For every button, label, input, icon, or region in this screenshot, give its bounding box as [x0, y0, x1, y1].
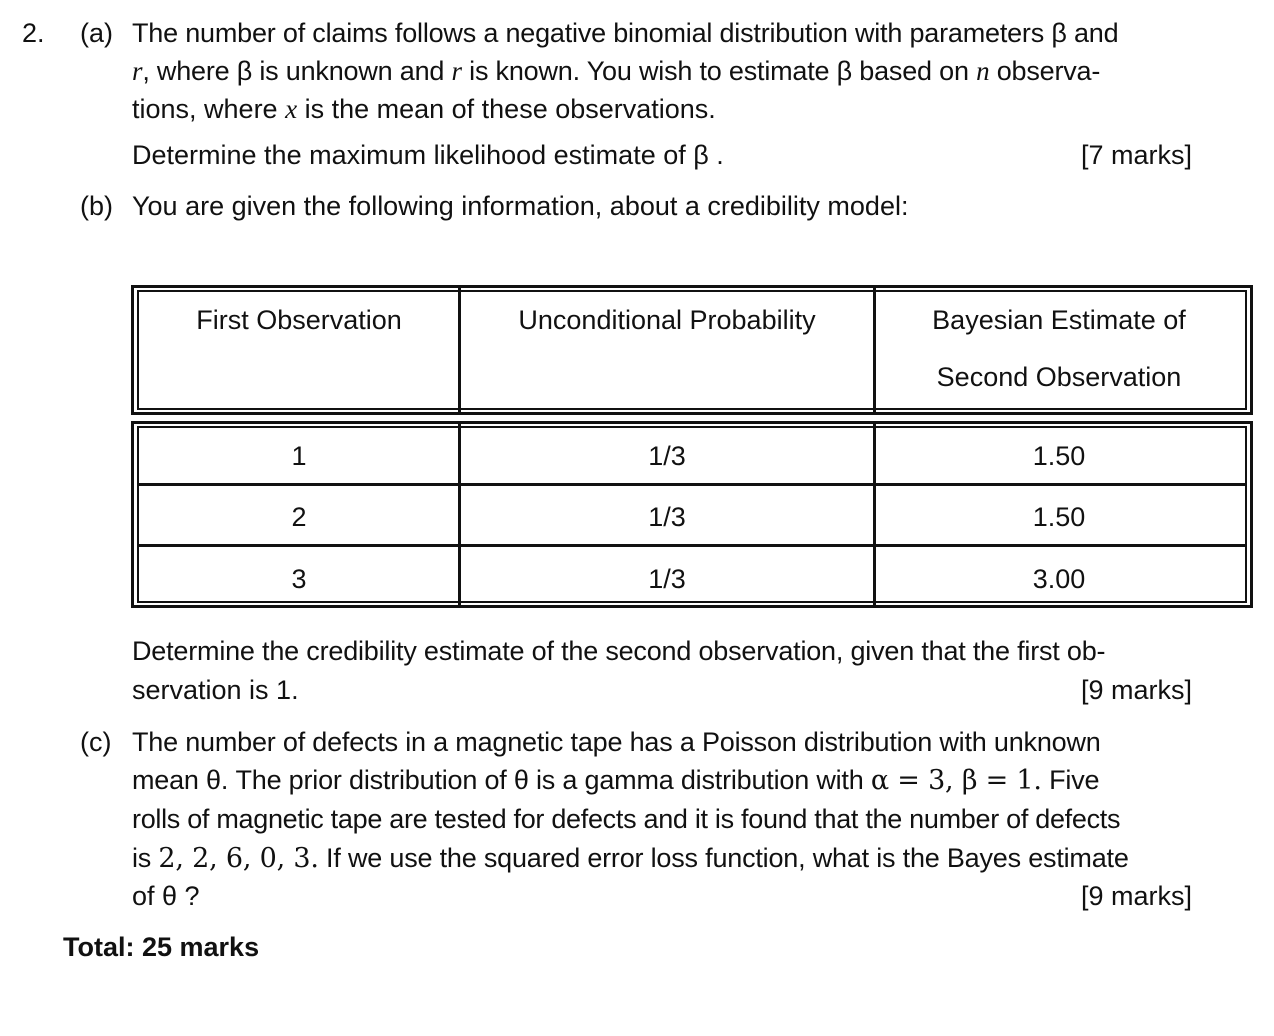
- row-divider: [137, 483, 1247, 486]
- table-cell: 1/3: [648, 564, 686, 594]
- var-n: n: [976, 56, 990, 86]
- table-cell: 3: [291, 564, 307, 594]
- table-cell: 2: [291, 502, 307, 532]
- part-b-marks: [9 marks]: [1080, 675, 1192, 705]
- part-b-intro: You are given the following information, about a credibility model:: [132, 191, 909, 221]
- header-second-observation: Second Observation: [936, 362, 1182, 392]
- part-b-question-line2: servation is 1.: [132, 675, 299, 705]
- part-a-line3: tions, where x is the mean of these observations.: [132, 94, 716, 124]
- part-b-question-line1: Determine the credibility estimate of the second observation, given that the first ob-: [132, 636, 1106, 666]
- header-first-observation: First Observation: [196, 305, 402, 335]
- part-c-line3: rolls of magnetic tape are tested for defects and it is found that the number of defects: [132, 804, 1121, 834]
- part-c-line1: The number of defects in a magnetic tape has a Poisson distribution with unknown: [132, 727, 1101, 757]
- part-a-marks: [7 marks]: [1080, 140, 1192, 170]
- part-a-line2: r, where β is unknown and r is known. You wish to estimate β based on n observa-: [132, 56, 1101, 86]
- part-c-marks: [9 marks]: [1080, 881, 1192, 911]
- question-number: 2.: [22, 18, 45, 48]
- table-cell: 1.50: [1032, 502, 1086, 532]
- part-a-line1: The number of claims follows a negative binomial distribution with parameters β and: [132, 18, 1119, 48]
- header-unconditional-probability: Unconditional Probability: [518, 305, 816, 335]
- table-cell: 1.50: [1032, 441, 1086, 471]
- part-c-line4: is 2, 2, 6, 0, 3. If we use the squared error loss function, what is the Bayes estimate: [132, 843, 1129, 874]
- part-c-line2: mean θ. The prior distribution of θ is a gamma distribution with α = 3, β = 1. Five: [132, 765, 1100, 796]
- var-x: x: [285, 94, 298, 124]
- part-c-line5: of θ ?: [132, 881, 200, 911]
- part-c-label: (c): [80, 727, 112, 757]
- math-defect-counts: 2, 2, 6, 0, 3.: [158, 843, 319, 874]
- table-cell: 1/3: [648, 502, 686, 532]
- var-r: r: [132, 56, 143, 86]
- total-marks: Total: 25 marks: [63, 932, 260, 962]
- header-bayesian-estimate: Bayesian Estimate of: [932, 305, 1186, 335]
- var-r: r: [451, 56, 462, 86]
- part-a-question: Determine the maximum likelihood estimate of β .: [132, 140, 724, 170]
- row-divider: [137, 544, 1247, 547]
- part-a-label: (a): [80, 18, 113, 48]
- table-cell: 3.00: [1032, 564, 1086, 594]
- table-cell: 1: [291, 441, 307, 471]
- math-alpha-beta: α = 3, β = 1.: [870, 765, 1042, 796]
- table-cell: 1/3: [648, 441, 686, 471]
- part-b-label: (b): [80, 191, 113, 221]
